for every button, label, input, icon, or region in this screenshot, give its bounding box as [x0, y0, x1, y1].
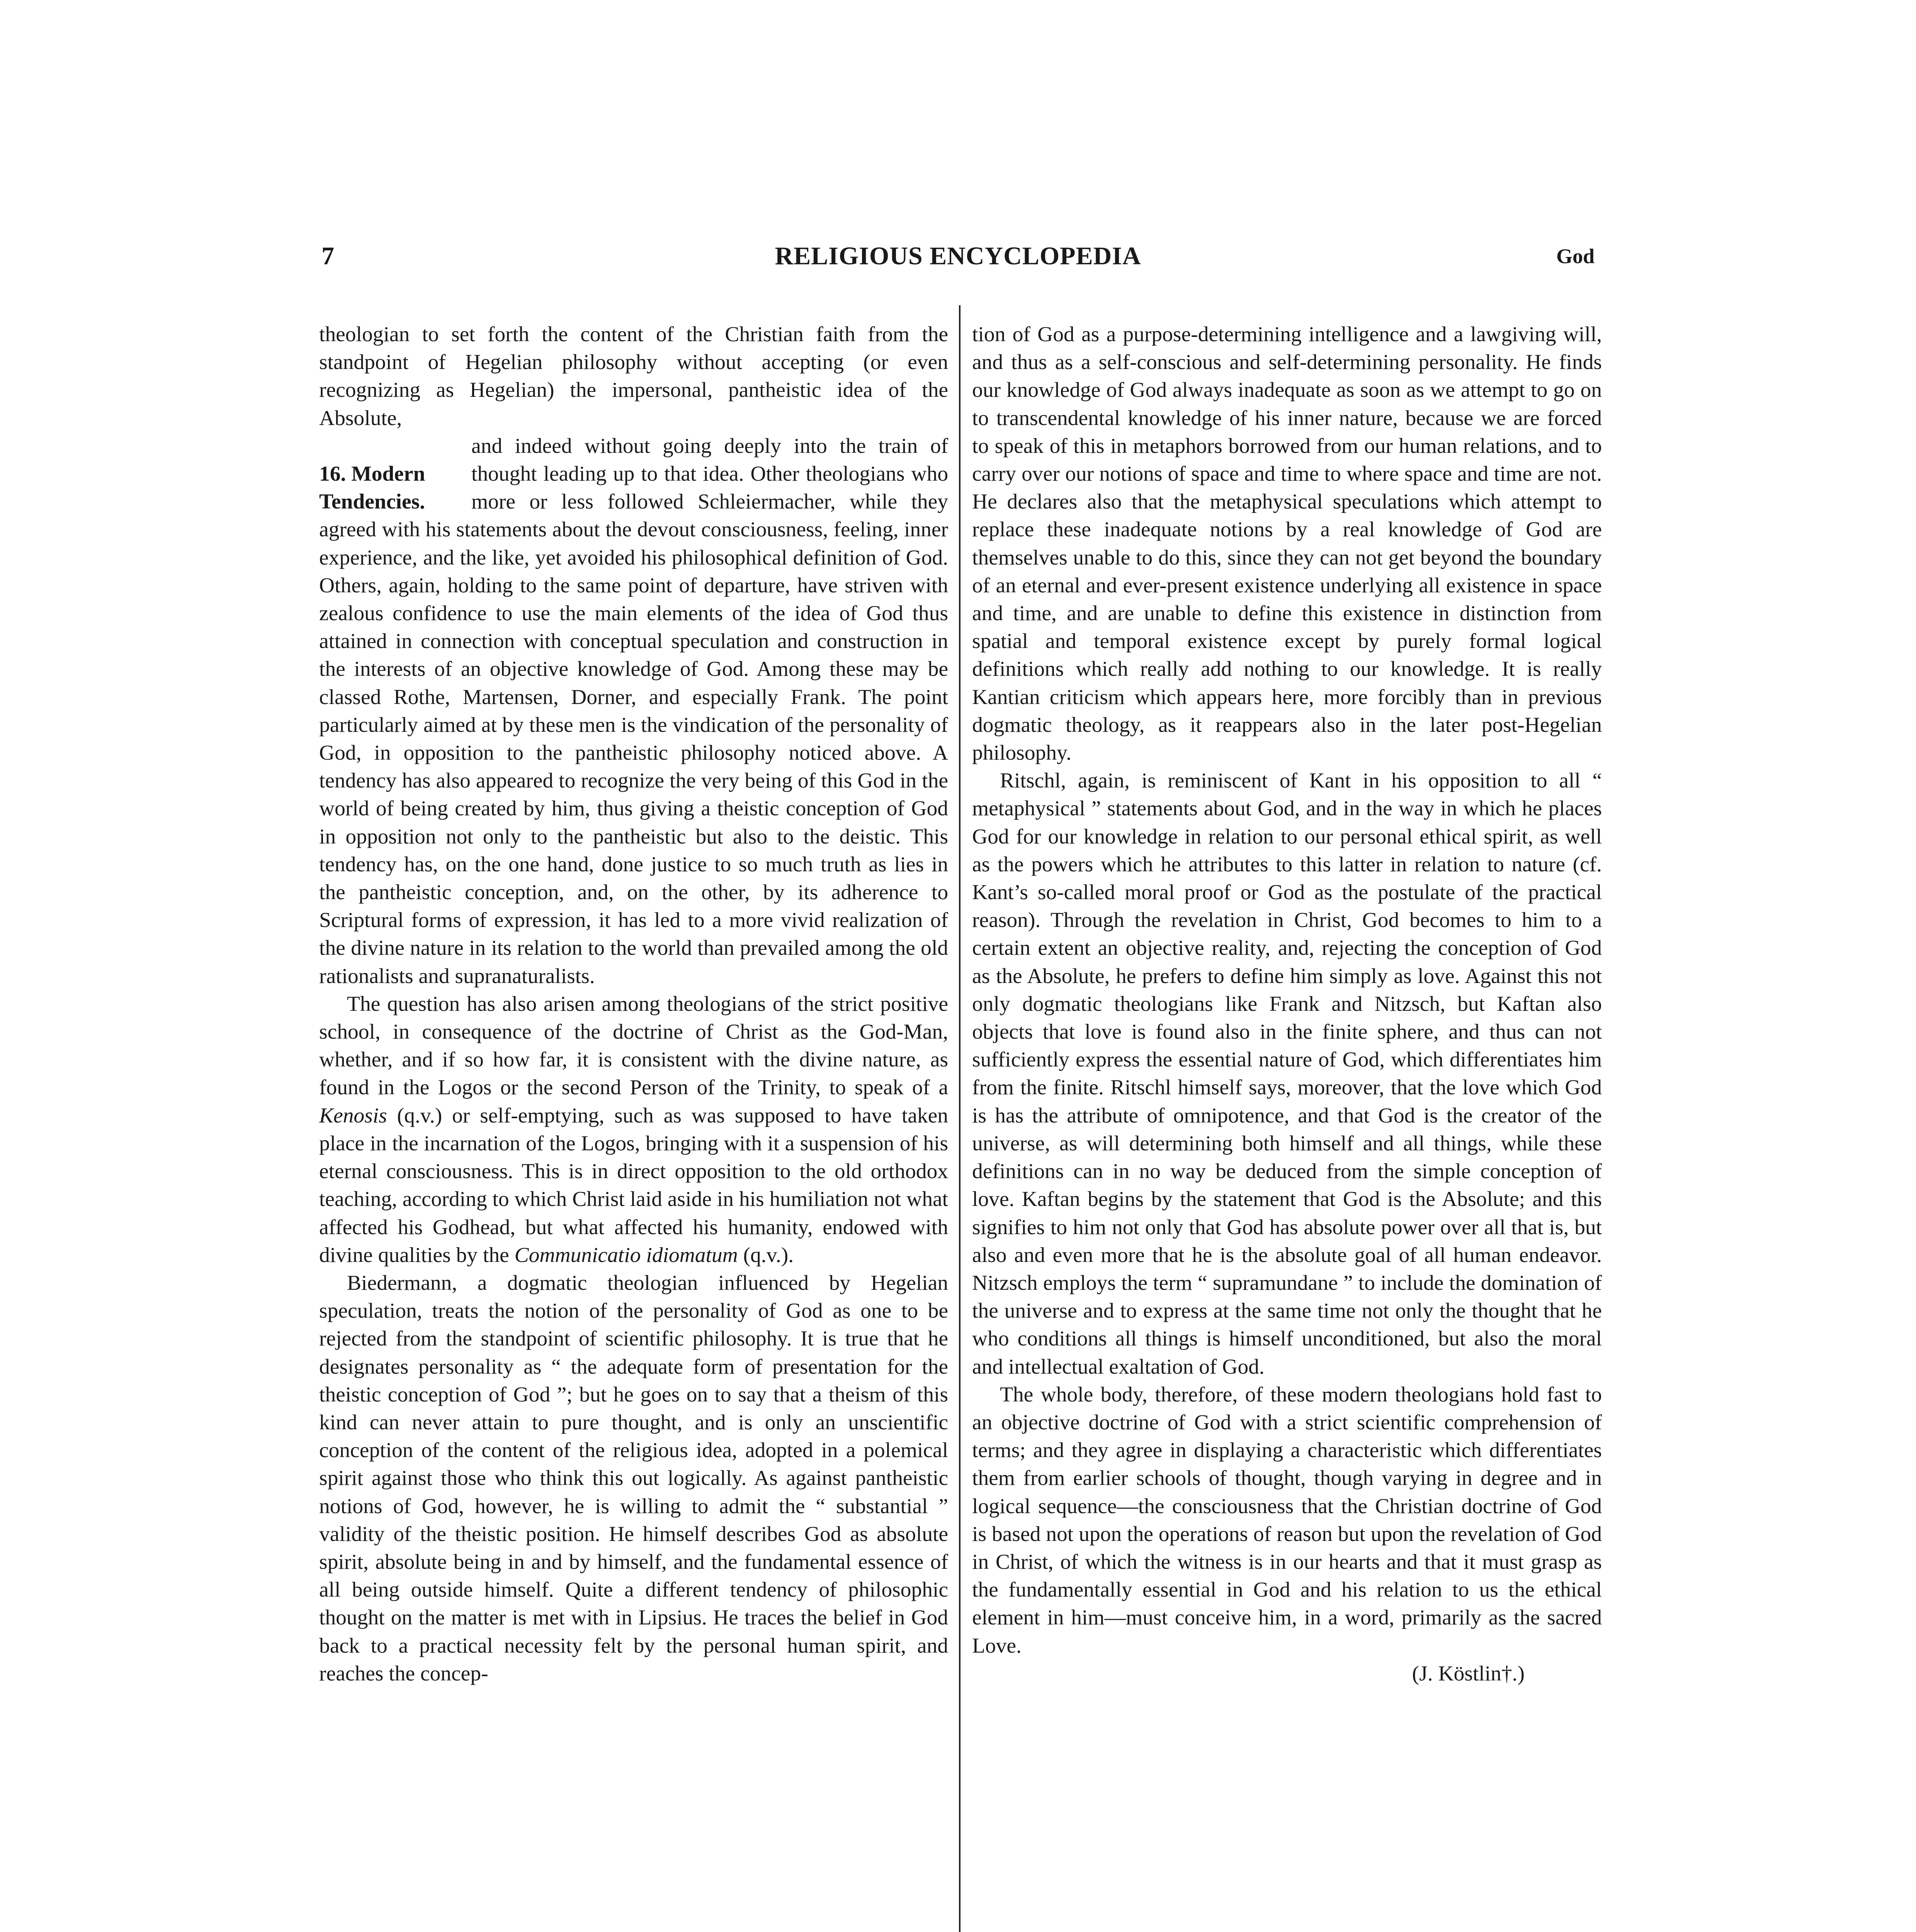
paragraph-text: theologian to set forth the content of the Christian faith from the standpoint of Hegelian philosophy without accepting (or even recognizing as Hegelian) the impersonal, pantheistic idea of the Absolute, [319, 323, 948, 430]
paragraph-text: The whole body, therefore, of these modern theologians hold fast to an objective doctrine of God with a strict scientific comprehension of terms; and they agree in displaying a characteristic which differentiates them from earlier schools of thought, though varying in degree and in logical sequence—the consciousness that the Christian doctrine of God is based not upon the operations of reason but upon the revelation of God in Christ, of which the witness is in our hearts and that it must grasp as the fundamentally essential in God and his relation to us the ethical element in him—must conceive him, in a word, primarily as the sacred Love. [972, 1383, 1602, 1658]
running-header [0, 239, 1916, 274]
section-title: God [1556, 245, 1595, 268]
paragraph [972, 321, 1602, 767]
side-heading-word-2: Tendencies. [319, 490, 425, 514]
column-divider [959, 305, 961, 1932]
left-column [319, 321, 948, 1688]
paragraph-text: Ritschl, again, is reminiscent of Kant in his opposition to all “ metaphysical ” statements about God, and in the way in which he places God for our knowledge in relation to our personal ethical spirit, as well as the powers which he attributes to this latter in relation to nature (cf. Kant’s so-called moral proof or God as the postulate of the practical reason). Through the revelation in Christ, God becomes to him to a certain extent an objective reality, and, rejecting the conception of God as the Absolute, he prefers to define him simply as love. Against this not only dogmatic theologians like Frank and Nitzsch, but Kaftan also objects that love is found also in the finite sphere, and thus can not sufficiently express the essential nature of God, which differentiates him from the finite. Ritschl himself says, moreover, that the love which God is has the attribute of omnipotence, and that God is the creator of the universe, as will determining both himself and all things, while these definitions can in no way be deduced from the simple conception of love. Kaftan begins by the statement that God is the Absolute; and this signifies to him not only that God has absolute power over all that is, but also and even more that he is the absolute goal of all human endeavor. Nitzsch employs the term “ supramundane ” to include the domination of the universe and to express at the same time not only the thought that he who conditions all things is himself unconditioned, but also the moral and intellectual exaltation of God. [972, 769, 1602, 1379]
paragraph [319, 990, 948, 1269]
page-number: 7 [321, 242, 334, 270]
paragraph [972, 767, 1602, 1381]
italic-term: Communicatio idiomatum [514, 1243, 738, 1267]
paragraph-text: tion of God as a purpose-determining intelligence and a lawgiving will, and thus as a self-conscious and self-determining personality. He finds our knowledge of God always inadequate as soon as we attempt to go on to transcendental knowledge of his inner nature, because we are forced to speak of this in metaphors borrowed from our human relations, and to carry over our notions of space and time to where space and time are not. He declares also that the metaphysical speculations which attempt to replace these inadequate notions by a real knowledge of God are themselves unable to do this, since they can not get beyond the boundary of an eternal and ever-present existence underlying all existence in space and time, and are unable to define this existence in distinction from spatial and temporal existence except by purely formal logical definitions which really add nothing to our knowledge. It is really Kantian criticism which appears here, more forcibly than in previous dogmatic theology, as it reappears also in the later post-Hegelian philosophy. [972, 323, 1602, 765]
side-heading-word: Modern [351, 462, 425, 486]
side-heading-number: 16. [319, 462, 346, 486]
paragraph [319, 321, 948, 432]
paragraph-text: Biedermann, a dogmatic theologian influenced by Hegelian speculation, treats the notion of the personality of God as one to be rejected from the standpoint of scientific philosophy. It is true that he designates personality as “ the adequate form of presentation for the theistic conception of God ”; but he goes on to say that a theism of this kind can never attain to pure thought, and is only an unscientific conception of the content of the religious idea, adopted in a polemical spirit against those who think this out logically. As against pantheistic notions of God, however, he is willing to admit the “ substantial ” validity of the theistic position. He himself describes God as absolute spirit, absolute being in and by himself, and the fundamental essence of all being outside himself. Quite a different tendency of philosophic thought on the matter is met with in Lipsius. He traces the belief in God back to a practical necessity felt by the personal human spirit, and reaches the concep- [319, 1271, 948, 1685]
paragraph [319, 1269, 948, 1688]
paragraph [319, 432, 948, 990]
paragraph-text: (q.v.) or self-emptying, such as was supposed to have taken place in the incarnation of the Logos, bringing with it a suspension of his eternal consciousness. This is in direct opposition to the old orthodox teaching, according to which Christ laid aside in his humiliation not what affected his Godhead, but what affected his humanity, endowed with divine qualities by the [319, 1104, 948, 1267]
side-heading [319, 460, 462, 516]
paragraph [972, 1381, 1602, 1660]
paragraph-text: (q.v.). [743, 1243, 794, 1267]
author-signature: (J. Köstlin†.) [1412, 1662, 1525, 1685]
italic-term: Kenosis [319, 1104, 387, 1128]
paragraph-text: and indeed without going deeply into the train of thought leading up to that idea. Other theologians who more or less followed Schleiermacher, while they agreed with his statements about the devout consciousness, feeling, inner experience, and the like, yet avoided his philosophical definition of God. Others, again, holding to the same point of departure, have striven with zealous confidence to use the main elements of the idea of God thus attained in connection with conceptual speculation and construction in the interests of an objective knowledge of God. Among these may be classed Rothe, Martensen, Dorner, and especially Frank. The point particularly aimed at by these men is the vindication of the personality of God, in opposition to the pantheistic philosophy noticed above. A tendency has also appeared to recognize the very being of this God in the world of being created by him, thus giving a theistic conception of God in opposition not only to the pantheistic but also to the deistic. This tendency has, on the one hand, done justice to so much truth as lies in the pantheistic conception, and, on the other, by its adherence to Scriptural forms of expression, it has led to a more vivid realization of the divine nature in its relation to the world than prevailed among the old rationalists and supranaturalists. [319, 434, 948, 988]
right-column [972, 321, 1602, 1688]
running-title: RELIGIOUS ENCYCLOPEDIA [775, 242, 1141, 270]
paragraph-text: The question has also arisen among theologians of the strict positive school, in consequence of the doctrine of Christ as the God-Man, whether, and if so how far, it is consistent with the divine nature, as found in the Logos or the second Person of the Trinity, to speak of a [319, 992, 948, 1100]
